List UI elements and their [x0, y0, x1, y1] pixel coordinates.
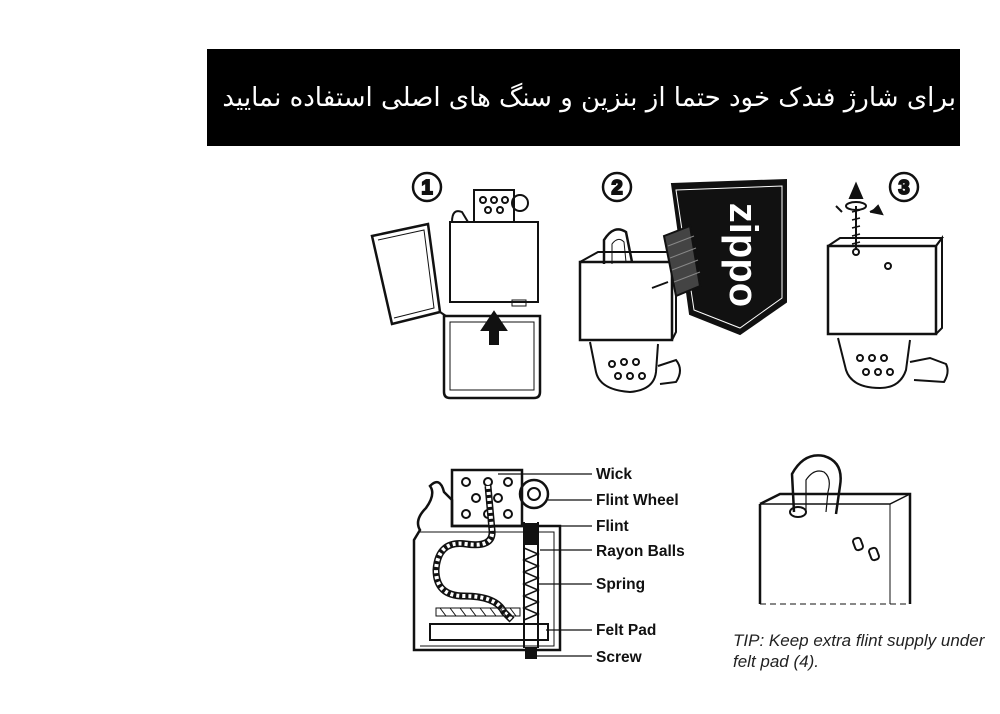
- fuel-can-brand: zippo: [721, 202, 765, 308]
- label-screw: Screw: [596, 649, 642, 666]
- banner-text: برای شارژ فندک خود حتما از بنزین و سنگ های اصلی استفاده نمایید: [222, 82, 956, 113]
- step-3-illustration: [828, 173, 948, 388]
- label-wick: Wick: [596, 466, 633, 483]
- step-3-number: 3: [898, 177, 910, 199]
- label-spring: Spring: [596, 576, 646, 593]
- tip-prefix: TIP:: [733, 631, 765, 650]
- cutaway-diagram: [414, 466, 685, 666]
- step-1-illustration: [372, 173, 540, 398]
- label-rayon-balls: Rayon Balls: [596, 543, 685, 560]
- step-2-number: 2: [611, 177, 623, 199]
- tip-illustration: [760, 455, 910, 604]
- label-felt-pad: Felt Pad: [596, 622, 657, 639]
- tip-note: [733, 630, 993, 672]
- label-flint-wheel: Flint Wheel: [596, 492, 679, 509]
- tip-text: Keep extra flint supply under felt pad (4).: [733, 631, 985, 671]
- label-flint: Flint: [596, 518, 629, 535]
- step-2-illustration: [580, 173, 786, 392]
- step-1-number: 1: [421, 177, 433, 199]
